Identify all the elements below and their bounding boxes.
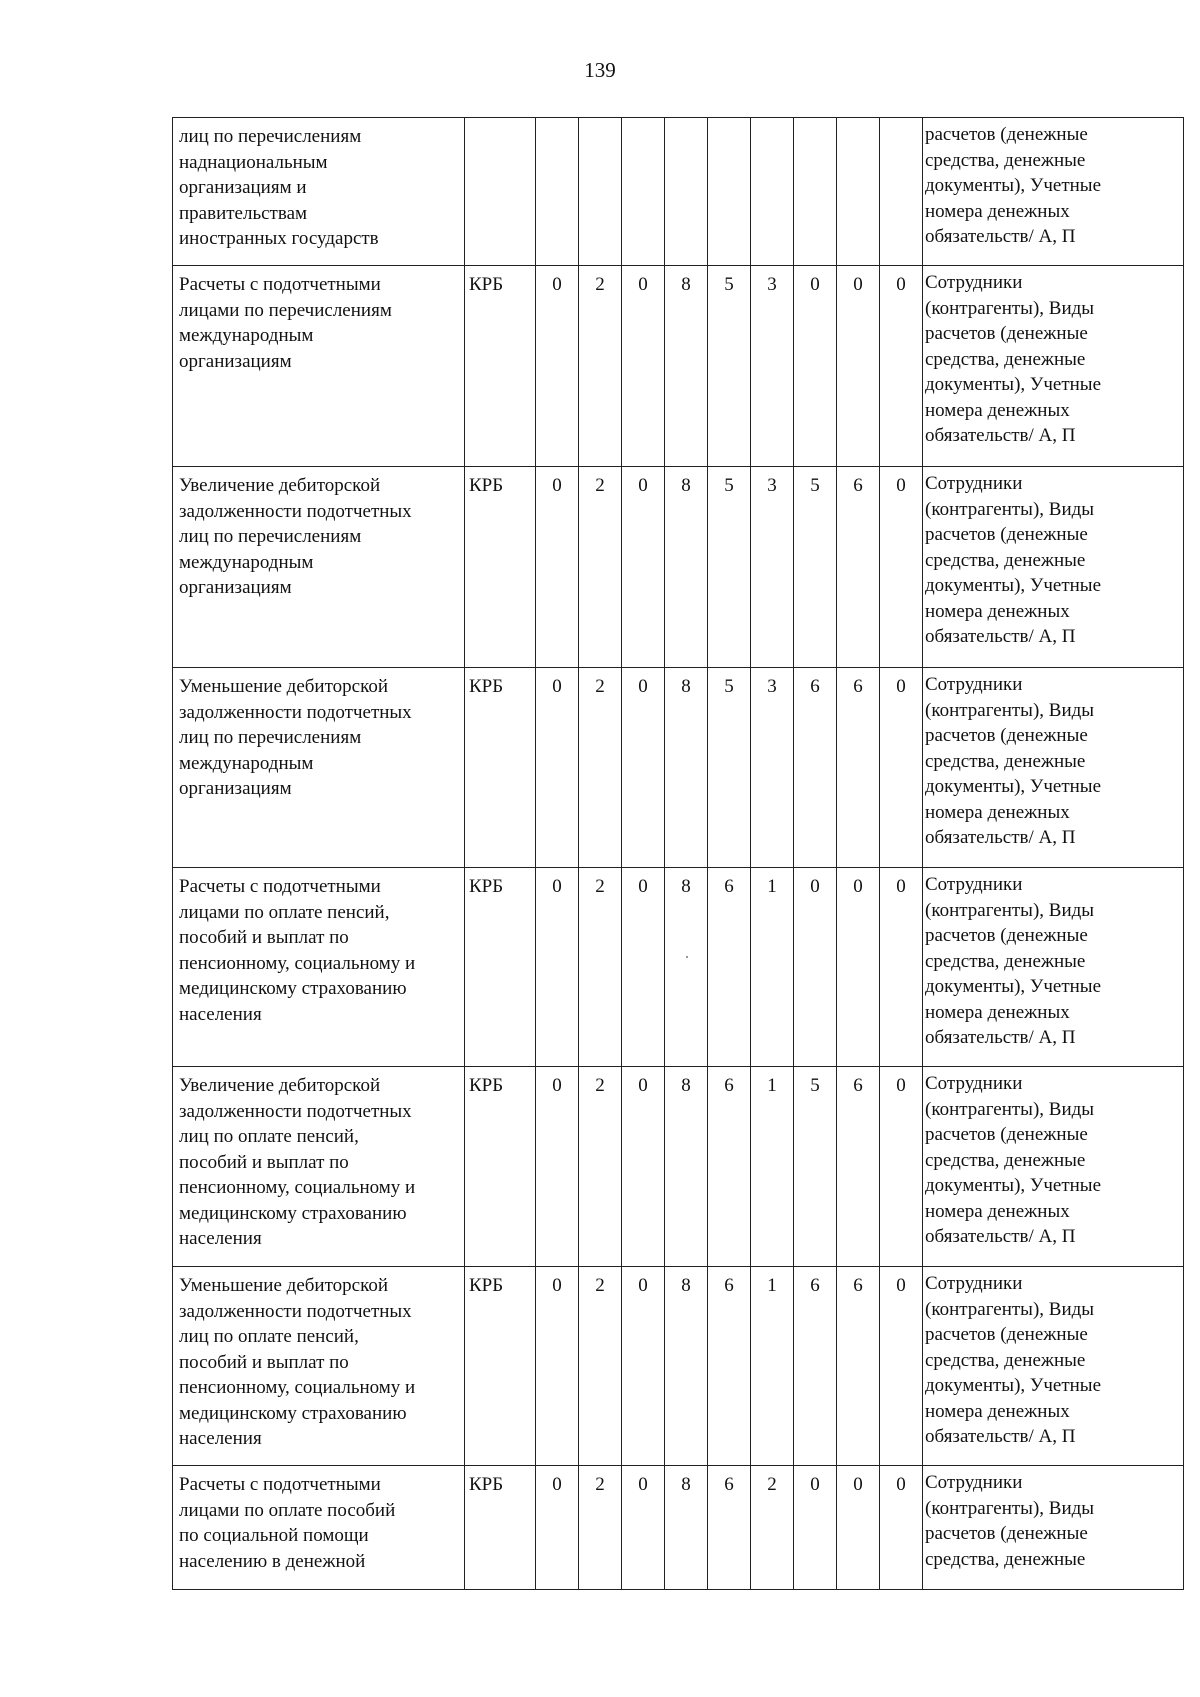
table-row bbox=[173, 668, 1184, 868]
account-digit-cell bbox=[665, 1466, 708, 1590]
account-digit-cell-text: 8 bbox=[681, 676, 691, 697]
account-digit-cell bbox=[579, 1067, 622, 1267]
account-digit-cell bbox=[579, 467, 622, 668]
account-digit-cell bbox=[708, 1067, 751, 1267]
account-digit-cell bbox=[536, 1067, 579, 1267]
finance-source-cell-text: КРБ bbox=[469, 676, 504, 697]
account-digit-cell bbox=[665, 266, 708, 467]
analytics-cell-text: Сотрудники (контрагенты), Виды расчетов (денежные средства, денежные документы), Учетные номера денежных обязательств/ А, П bbox=[925, 1273, 1102, 1447]
finance-source-cell bbox=[465, 266, 536, 467]
account-digit-cell bbox=[751, 668, 794, 868]
account-digit-cell-text: 5 bbox=[724, 274, 734, 295]
account-digit-cell bbox=[708, 467, 751, 668]
account-digit-cell bbox=[880, 467, 923, 668]
account-digit-cell-text: 0 bbox=[638, 1275, 648, 1296]
account-digit-cell bbox=[880, 668, 923, 868]
account-digit-cell bbox=[665, 668, 708, 868]
account-digit-cell bbox=[837, 1067, 880, 1267]
account-digit-cell bbox=[794, 467, 837, 668]
account-digit-cell bbox=[708, 1267, 751, 1466]
account-name-cell bbox=[173, 118, 465, 266]
account-digit-cell-text: 5 bbox=[810, 475, 820, 496]
finance-source-cell-text: КРБ bbox=[469, 475, 504, 496]
account-digit-cell-text: 0 bbox=[638, 475, 648, 496]
table-row bbox=[173, 467, 1184, 668]
account-digit-cell bbox=[622, 868, 665, 1067]
finance-source-cell bbox=[465, 1067, 536, 1267]
account-name-cell bbox=[173, 868, 465, 1067]
account-name-cell-text: лиц по перечислениям наднациональным организациям и правительствам иностранных государств bbox=[179, 126, 379, 249]
account-digit-cell-text: 0 bbox=[810, 1474, 820, 1495]
finance-source-cell-text: КРБ bbox=[469, 876, 504, 897]
account-digit-cell bbox=[837, 1267, 880, 1466]
account-digit-cell bbox=[794, 668, 837, 868]
account-digit-cell-text: 6 bbox=[853, 1275, 863, 1296]
account-digit-cell bbox=[837, 266, 880, 467]
finance-source-cell bbox=[465, 467, 536, 668]
account-digit-cell bbox=[837, 118, 880, 266]
account-digit-cell bbox=[794, 1267, 837, 1466]
account-digit-cell-text: 0 bbox=[896, 475, 906, 496]
account-digit-cell bbox=[751, 118, 794, 266]
account-digit-cell-text: 8 bbox=[681, 1474, 691, 1495]
scan-speck bbox=[686, 956, 688, 958]
account-digit-cell-text: 0 bbox=[552, 274, 562, 295]
account-digit-cell bbox=[622, 1267, 665, 1466]
account-digit-cell bbox=[622, 1067, 665, 1267]
account-digit-cell bbox=[622, 668, 665, 868]
account-name-cell-text: Расчеты с подотчетными лицами по оплате пособий по социальной помощи населению в денежной bbox=[179, 1474, 396, 1572]
account-digit-cell bbox=[536, 668, 579, 868]
account-digit-cell-text: 0 bbox=[552, 876, 562, 897]
account-digit-cell-text: 6 bbox=[853, 1075, 863, 1096]
account-digit-cell-text: 2 bbox=[595, 676, 605, 697]
finance-source-cell bbox=[465, 1466, 536, 1590]
analytics-cell bbox=[923, 668, 1184, 868]
account-digit-cell-text: 0 bbox=[896, 1275, 906, 1296]
account-digit-cell-text: 0 bbox=[810, 876, 820, 897]
account-digit-cell-text: 0 bbox=[810, 274, 820, 295]
account-digit-cell-text: 0 bbox=[638, 1075, 648, 1096]
account-digit-cell bbox=[751, 266, 794, 467]
account-digit-cell-text: 0 bbox=[552, 1474, 562, 1495]
account-digit-cell bbox=[622, 266, 665, 467]
table-row bbox=[173, 1466, 1184, 1590]
account-digit-cell bbox=[579, 868, 622, 1067]
account-digit-cell bbox=[708, 868, 751, 1067]
account-digit-cell-text: 5 bbox=[810, 1075, 820, 1096]
analytics-cell-text: Сотрудники (контрагенты), Виды расчетов (денежные средства, денежные документы), Учетные номера денежных обязательств/ А, П bbox=[925, 874, 1102, 1048]
account-digit-cell bbox=[837, 1466, 880, 1590]
account-digit-cell-text: 8 bbox=[681, 1275, 691, 1296]
account-name-cell-text: Уменьшение дебиторской задолженности подотчетных лиц по оплате пенсий, пособий и выплат по пенсионному, социальному и медицинскому страхованию населения bbox=[179, 1275, 416, 1449]
analytics-cell-text: Сотрудники (контрагенты), Виды расчетов (денежные средства, денежные документы), Учетные номера денежных обязательств/ А, П bbox=[925, 272, 1102, 446]
account-name-cell-text: Расчеты с подотчетными лицами по оплате пенсий, пособий и выплат по пенсионному, социальному и медицинскому страхованию населения bbox=[179, 876, 416, 1025]
account-name-cell-text: Уменьшение дебиторской задолженности подотчетных лиц по перечислениям международным организациям bbox=[179, 676, 412, 799]
account-digit-cell bbox=[708, 1466, 751, 1590]
analytics-cell bbox=[923, 1466, 1184, 1590]
account-digit-cell bbox=[751, 467, 794, 668]
account-digit-cell bbox=[794, 266, 837, 467]
table-row bbox=[173, 1267, 1184, 1466]
account-digit-cell bbox=[794, 118, 837, 266]
account-digit-cell bbox=[751, 1067, 794, 1267]
account-digit-cell-text: 5 bbox=[724, 676, 734, 697]
account-digit-cell bbox=[880, 266, 923, 467]
account-name-cell bbox=[173, 1067, 465, 1267]
account-digit-cell bbox=[880, 1267, 923, 1466]
account-digit-cell-text: 0 bbox=[853, 274, 863, 295]
account-digit-cell bbox=[536, 868, 579, 1067]
account-digit-cell bbox=[536, 118, 579, 266]
analytics-cell bbox=[923, 467, 1184, 668]
account-digit-cell bbox=[579, 1267, 622, 1466]
analytics-cell-text: расчетов (денежные средства, денежные документы), Учетные номера денежных обязательств/ А, П bbox=[925, 124, 1102, 247]
account-digit-cell-text: 8 bbox=[681, 876, 691, 897]
account-digit-cell bbox=[622, 467, 665, 668]
account-digit-cell bbox=[880, 868, 923, 1067]
account-digit-cell-text: 5 bbox=[724, 475, 734, 496]
account-digit-cell bbox=[708, 266, 751, 467]
account-digit-cell bbox=[536, 1466, 579, 1590]
account-name-cell bbox=[173, 1267, 465, 1466]
account-digit-cell bbox=[536, 1267, 579, 1466]
account-digit-cell bbox=[622, 1466, 665, 1590]
account-name-cell bbox=[173, 266, 465, 467]
account-digit-cell bbox=[880, 1466, 923, 1590]
account-digit-cell-text: 0 bbox=[552, 475, 562, 496]
finance-source-cell bbox=[465, 118, 536, 266]
account-digit-cell-text: 8 bbox=[681, 274, 691, 295]
account-digit-cell bbox=[880, 118, 923, 266]
finance-source-cell-text: КРБ bbox=[469, 1075, 504, 1096]
account-digit-cell-text: 2 bbox=[595, 876, 605, 897]
account-digit-cell-text: 0 bbox=[638, 274, 648, 295]
account-digit-cell-text: 3 bbox=[767, 274, 777, 295]
account-digit-cell bbox=[751, 1267, 794, 1466]
account-digit-cell bbox=[622, 118, 665, 266]
account-digit-cell bbox=[837, 467, 880, 668]
account-digit-cell bbox=[536, 266, 579, 467]
account-digit-cell bbox=[794, 1067, 837, 1267]
account-name-cell bbox=[173, 467, 465, 668]
account-digit-cell-text: 6 bbox=[810, 676, 820, 697]
analytics-cell bbox=[923, 1067, 1184, 1267]
account-digit-cell-text: 6 bbox=[853, 676, 863, 697]
account-digit-cell bbox=[579, 266, 622, 467]
account-digit-cell-text: 0 bbox=[552, 676, 562, 697]
account-digit-cell-text: 0 bbox=[896, 1075, 906, 1096]
account-digit-cell-text: 2 bbox=[595, 1275, 605, 1296]
account-name-cell-text: Увеличение дебиторской задолженности подотчетных лиц по перечислениям международным организациям bbox=[179, 475, 412, 598]
account-digit-cell bbox=[579, 118, 622, 266]
account-digit-cell bbox=[665, 467, 708, 668]
finance-source-cell-text: КРБ bbox=[469, 1275, 504, 1296]
account-digit-cell-text: 1 bbox=[767, 1075, 777, 1096]
account-digit-cell bbox=[665, 1067, 708, 1267]
finance-source-cell-text: КРБ bbox=[469, 274, 504, 295]
account-name-cell bbox=[173, 668, 465, 868]
account-digit-cell-text: 6 bbox=[724, 876, 734, 897]
account-digit-cell-text: 1 bbox=[767, 876, 777, 897]
account-digit-cell-text: 0 bbox=[896, 676, 906, 697]
account-digit-cell bbox=[880, 1067, 923, 1267]
analytics-cell bbox=[923, 868, 1184, 1067]
account-digit-cell-text: 0 bbox=[552, 1075, 562, 1096]
table-row bbox=[173, 868, 1184, 1067]
account-digit-cell-text: 6 bbox=[853, 475, 863, 496]
account-digit-cell bbox=[536, 467, 579, 668]
account-digit-cell-text: 3 bbox=[767, 475, 777, 496]
account-digit-cell bbox=[708, 118, 751, 266]
account-digit-cell bbox=[665, 868, 708, 1067]
account-digit-cell bbox=[665, 118, 708, 266]
analytics-cell bbox=[923, 1267, 1184, 1466]
account-digit-cell bbox=[579, 1466, 622, 1590]
account-digit-cell-text: 3 bbox=[767, 676, 777, 697]
account-digit-cell-text: 0 bbox=[853, 1474, 863, 1495]
account-digit-cell-text: 6 bbox=[724, 1275, 734, 1296]
account-digit-cell-text: 2 bbox=[595, 274, 605, 295]
account-digit-cell-text: 0 bbox=[896, 876, 906, 897]
account-digit-cell-text: 6 bbox=[810, 1275, 820, 1296]
account-digit-cell-text: 8 bbox=[681, 475, 691, 496]
account-name-cell-text: Увеличение дебиторской задолженности подотчетных лиц по оплате пенсий, пособий и выплат по пенсионному, социальному и медицинскому страхованию населения bbox=[179, 1075, 416, 1249]
finance-source-cell bbox=[465, 668, 536, 868]
account-digit-cell-text: 2 bbox=[767, 1474, 777, 1495]
account-digit-cell-text: 0 bbox=[896, 274, 906, 295]
account-digit-cell-text: 0 bbox=[638, 876, 648, 897]
account-digit-cell bbox=[579, 668, 622, 868]
account-digit-cell bbox=[708, 668, 751, 868]
account-digit-cell bbox=[837, 868, 880, 1067]
account-digit-cell bbox=[751, 1466, 794, 1590]
account-digit-cell bbox=[794, 868, 837, 1067]
ledger-table bbox=[172, 117, 1184, 1590]
analytics-cell bbox=[923, 118, 1184, 266]
account-digit-cell bbox=[751, 868, 794, 1067]
account-digit-cell-text: 1 bbox=[767, 1275, 777, 1296]
finance-source-cell bbox=[465, 1267, 536, 1466]
account-digit-cell-text: 8 bbox=[681, 1075, 691, 1096]
account-digit-cell bbox=[665, 1267, 708, 1466]
account-digit-cell-text: 0 bbox=[638, 1474, 648, 1495]
account-digit-cell-text: 0 bbox=[638, 676, 648, 697]
analytics-cell-text: Сотрудники (контрагенты), Виды расчетов (денежные средства, денежные bbox=[925, 1472, 1095, 1570]
analytics-cell-text: Сотрудники (контрагенты), Виды расчетов (денежные средства, денежные документы), Учетные номера денежных обязательств/ А, П bbox=[925, 473, 1102, 647]
account-digit-cell-text: 0 bbox=[552, 1275, 562, 1296]
account-digit-cell-text: 6 bbox=[724, 1075, 734, 1096]
table-row bbox=[173, 266, 1184, 467]
account-digit-cell-text: 2 bbox=[595, 475, 605, 496]
account-digit-cell-text: 0 bbox=[896, 1474, 906, 1495]
analytics-cell-text: Сотрудники (контрагенты), Виды расчетов (денежные средства, денежные документы), Учетные номера денежных обязательств/ А, П bbox=[925, 1073, 1102, 1247]
analytics-cell bbox=[923, 266, 1184, 467]
finance-source-cell bbox=[465, 868, 536, 1067]
table-row bbox=[173, 118, 1184, 266]
analytics-cell-text: Сотрудники (контрагенты), Виды расчетов (денежные средства, денежные документы), Учетные номера денежных обязательств/ А, П bbox=[925, 674, 1102, 848]
account-name-cell-text: Расчеты с подотчетными лицами по перечислениям международным организациям bbox=[179, 274, 392, 372]
table-row bbox=[173, 1067, 1184, 1267]
account-name-cell bbox=[173, 1466, 465, 1590]
account-digit-cell-text: 6 bbox=[724, 1474, 734, 1495]
page-number: 139 bbox=[584, 58, 616, 82]
finance-source-cell-text: КРБ bbox=[469, 1474, 504, 1495]
account-digit-cell-text: 2 bbox=[595, 1474, 605, 1495]
account-digit-cell-text: 0 bbox=[853, 876, 863, 897]
account-digit-cell bbox=[794, 1466, 837, 1590]
account-digit-cell-text: 2 bbox=[595, 1075, 605, 1096]
account-digit-cell bbox=[837, 668, 880, 868]
